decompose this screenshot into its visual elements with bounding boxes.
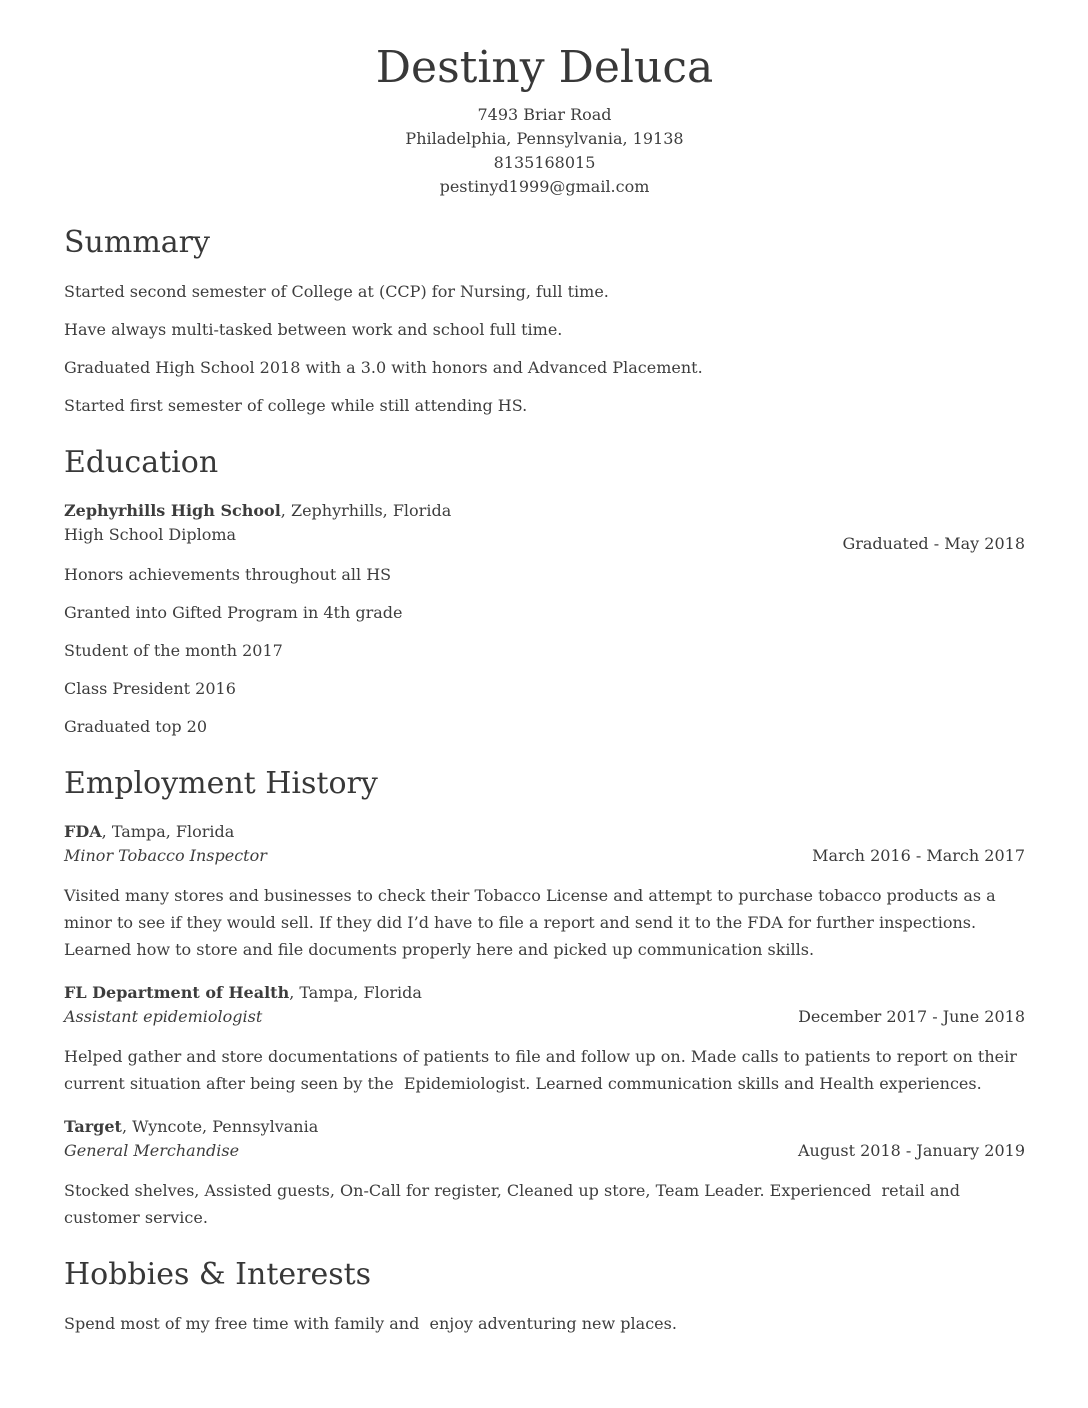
education-bullets xyxy=(64,561,1025,740)
job-description-wrap xyxy=(64,882,1025,963)
contact-email: pestinyd1999@gmail.com xyxy=(439,177,650,196)
education-heading: Education xyxy=(64,445,219,480)
job-dates: August 2018 - January 2019 xyxy=(797,1141,1025,1160)
education-school-line xyxy=(64,499,451,523)
job-description-wrap xyxy=(64,1177,1025,1231)
job-description: Stocked shelves, Assisted guests, On-Call for register, Cleaned up store, Team Leader. Experienced retail and customer service. xyxy=(64,1181,966,1227)
job-title: General Merchandise xyxy=(64,1141,240,1160)
job-employer: Target xyxy=(64,1117,122,1136)
education-school-location: , Zephyrhills, Florida xyxy=(280,501,452,520)
job-employer: FL Department of Health xyxy=(64,983,290,1002)
job-title-row xyxy=(64,1139,1025,1163)
education-entry xyxy=(64,499,1025,740)
summary-paragraph: Started first semester of college while still attending HS. xyxy=(64,396,528,415)
resume-name: Destiny Deluca xyxy=(375,42,714,93)
education-date: Graduated - May 2018 xyxy=(842,534,1025,553)
contact-address-line2: Philadelphia, Pennsylvania, 19138 xyxy=(405,129,684,148)
education-entry-header xyxy=(64,499,1025,553)
job-title-row xyxy=(64,844,1025,868)
job-description: Helped gather and store documentations of patients to file and follow up on. Made calls to patients to report on their current situation after being seen by the Epidemiologist. Learned communication skills and Health experiences. xyxy=(64,1047,1022,1093)
job-description-wrap xyxy=(64,1043,1025,1097)
education-school: Zephyrhills High School xyxy=(64,501,281,520)
education-bullet: Student of the month 2017 xyxy=(64,641,283,660)
summary-paragraph: Have always multi-tasked between work and school full time. xyxy=(64,320,563,339)
education-bullet: Granted into Gifted Program in 4th grade xyxy=(64,603,403,622)
job-dates: March 2016 - March 2017 xyxy=(812,846,1025,865)
education-bullet: Class President 2016 xyxy=(64,679,236,698)
summary-heading: Summary xyxy=(64,225,210,260)
education-degree: High School Diploma xyxy=(64,525,237,544)
summary-paragraph: Graduated High School 2018 with a 3.0 with honors and Advanced Placement. xyxy=(64,358,703,377)
education-bullet: Honors achievements throughout all HS xyxy=(64,565,392,584)
job-title-row xyxy=(64,1005,1025,1029)
hobbies-text: Spend most of my free time with family and enjoy adventuring new places. xyxy=(64,1314,677,1333)
contact-address-line1: 7493 Briar Road xyxy=(477,105,612,124)
job-location: , Wyncote, Pennsylvania xyxy=(121,1117,319,1136)
job-employer-line xyxy=(64,981,1025,1005)
job-description: Visited many stores and businesses to check their Tobacco License and attempt to purchase tobacco products as a minor to see if they would sell. If they did I’d have to file a report and send it to the FDA for further inspections. Learned how to store and file documents properly here and picked up communication skills. xyxy=(64,886,1001,959)
job-title: Assistant epidemiologist xyxy=(64,1007,263,1026)
contact-phone: 8135168015 xyxy=(493,153,596,172)
job-title: Minor Tobacco Inspector xyxy=(64,846,267,865)
job-employer-line xyxy=(64,1115,1025,1139)
job-entry xyxy=(64,981,1025,1097)
job-entry xyxy=(64,820,1025,963)
job-location: , Tampa, Florida xyxy=(101,822,235,841)
job-dates: December 2017 - June 2018 xyxy=(798,1007,1025,1026)
job-entry xyxy=(64,1115,1025,1231)
education-entry-left xyxy=(64,499,451,547)
job-employer-line xyxy=(64,820,1025,844)
job-employer: FDA xyxy=(64,822,102,841)
employment-heading: Employment History xyxy=(64,766,378,801)
summary-paragraph: Started second semester of College at (CCP) for Nursing, full time. xyxy=(64,282,609,301)
education-bullet: Graduated top 20 xyxy=(64,717,208,736)
contact-block xyxy=(64,103,1025,199)
job-location: , Tampa, Florida xyxy=(289,983,422,1002)
hobbies-heading: Hobbies & Interests xyxy=(64,1257,372,1292)
